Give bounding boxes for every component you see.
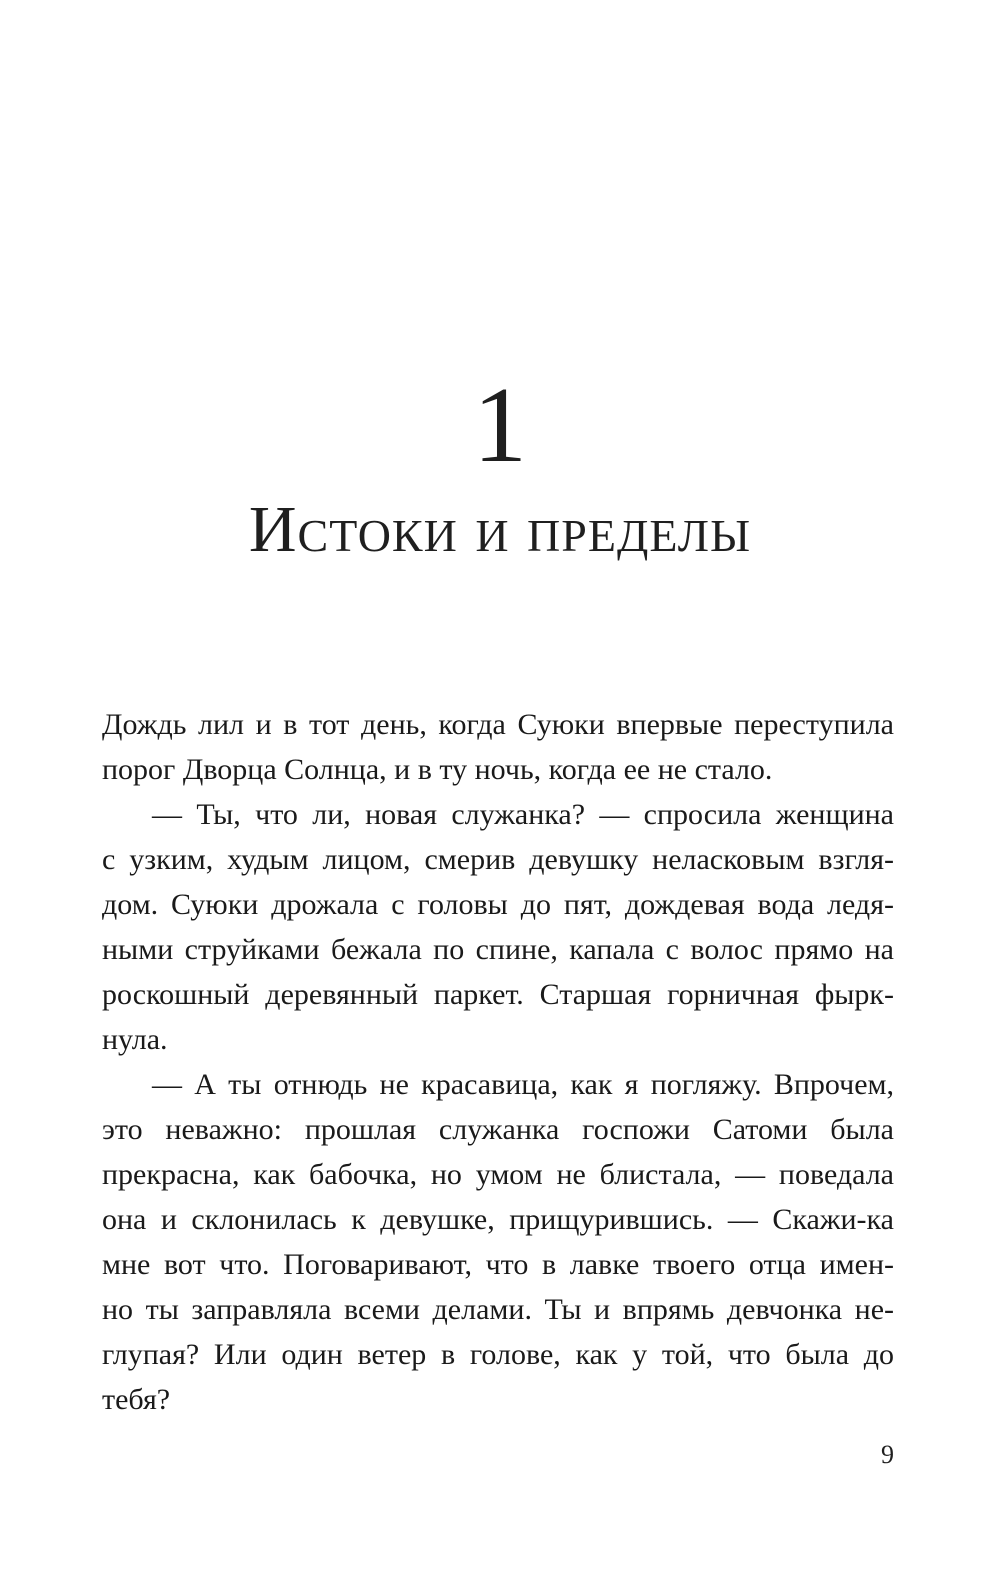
text-line: прекрасна, как бабочка, но умом не блистала, — поведала (102, 1158, 894, 1191)
text-line: Дождь лил и в тот день, когда Суюки впервые переступила (102, 708, 894, 741)
text-line: мне вот что. Поговаривают, что в лавке твоего отца имен- (102, 1248, 894, 1281)
text-line: но ты заправляла всеми делами. Ты и впрямь девчонка не- (102, 1293, 894, 1326)
chapter-number: 1 (473, 366, 527, 485)
text-line: она и склонилась к девушке, прищурившись. — Скажи-ка (102, 1203, 894, 1236)
text-line: это неважно: прошлая служанка госпожи Сатоми была (102, 1113, 894, 1146)
text-line: — Ты, что ли, новая служанка? — спросила женщина (152, 798, 894, 831)
text-line: дом. Суюки дрожала с головы до пят, дождевая вода ледя- (102, 888, 894, 921)
page-number: 9 (881, 1440, 894, 1469)
text-line: порог Дворца Солнца, и в ту ночь, когда ее не стало. (102, 753, 773, 786)
text-line: с узким, худым лицом, смерив девушку неласковым взгля- (102, 843, 894, 876)
text-line: роскошный деревянный паркет. Старшая горничная фырк- (102, 978, 894, 1011)
text-line: — А ты отнюдь не красавица, как я погляжу. Впрочем, (152, 1068, 894, 1101)
body-text (102, 702, 894, 1422)
chapter-title: Истоки и пределы (248, 493, 752, 566)
text-line: тебя? (102, 1383, 171, 1416)
text-line: ными струйками бежала по спине, капала с волос прямо на (102, 933, 894, 966)
text-line: нула. (102, 1023, 168, 1056)
text-line: глупая? Или один ветер в голове, как у той, что была до (102, 1338, 894, 1371)
